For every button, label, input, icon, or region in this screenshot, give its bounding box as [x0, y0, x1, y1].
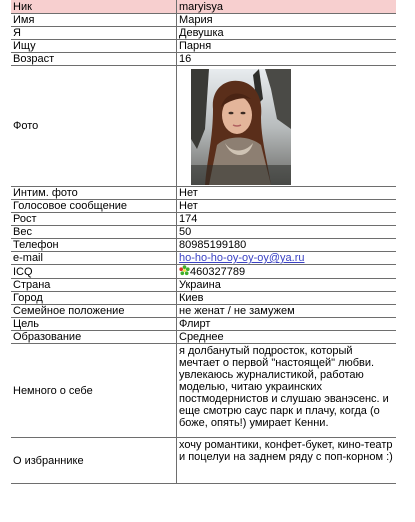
profile-photo[interactable]: [191, 69, 291, 185]
profile-row-age: [11, 53, 396, 66]
row-label: Образование: [11, 331, 177, 344]
row-label: Интим. фото: [11, 187, 177, 200]
row-value: Киев: [177, 292, 397, 305]
row-label: Семейное положение: [11, 305, 177, 318]
profile-row-nick: [11, 0, 396, 14]
row-label: Ник: [11, 0, 177, 14]
row-label: Вес: [11, 226, 177, 239]
row-label: Фото: [11, 66, 177, 187]
nick-value: maryisya: [177, 0, 397, 14]
row-label: Рост: [11, 213, 177, 226]
icq-number: 460327789: [190, 266, 246, 278]
profile-row-partner: [11, 438, 396, 484]
email-cell: [177, 252, 397, 265]
row-value: Флирт: [177, 318, 397, 331]
row-value: Среднее: [177, 331, 397, 344]
row-value: Девушка: [177, 27, 397, 40]
about-text: я долбанутый подросток, который мечтает о первой "настоящей" любви. увлекаюсь журналистикой, работаю моделью, читаю украинских постмодернистов и слушаю эванэсенс. и еще смотрю саус парк и плачу, когда (о боже, опять!) умирает Кенни.: [177, 344, 397, 438]
profile-row-email: [11, 252, 396, 265]
row-label: Телефон: [11, 239, 177, 252]
icq-flower-icon: [179, 265, 190, 276]
row-label: Ищу: [11, 40, 177, 53]
row-value: Парня: [177, 40, 397, 53]
photo-cell: [177, 66, 397, 187]
profile-row-intim-photo: [11, 187, 396, 200]
row-value: не женат / не замужем: [177, 305, 397, 318]
profile-row-goal: [11, 318, 396, 331]
row-label: Я: [11, 27, 177, 40]
profile-row-icq: [11, 265, 396, 279]
row-value: 80985199180: [177, 239, 397, 252]
row-label: ICQ: [11, 265, 177, 279]
row-label: Голосовое сообщение: [11, 200, 177, 213]
partner-text: хочу романтики, конфет-букет, кино-театр и поцелуи на заднем ряду с поп-корном :): [177, 438, 397, 484]
profile-row-height: [11, 213, 396, 226]
row-value: 174: [177, 213, 397, 226]
row-value: 50: [177, 226, 397, 239]
profile-row-city: [11, 292, 396, 305]
email-link[interactable]: ho-ho-ho-oy-oy-oy@ya.ru: [179, 252, 305, 264]
profile-row-country: [11, 279, 396, 292]
row-value: Украина: [177, 279, 397, 292]
row-label: e-mail: [11, 252, 177, 265]
profile-table: [11, 0, 396, 484]
row-value: Нет: [177, 200, 397, 213]
row-value: Мария: [177, 14, 397, 27]
row-value: 16: [177, 53, 397, 66]
row-label: Возраст: [11, 53, 177, 66]
profile-row-about: [11, 344, 396, 438]
row-label: Имя: [11, 14, 177, 27]
profile-row-education: [11, 331, 396, 344]
row-label: Город: [11, 292, 177, 305]
row-label: О избраннике: [11, 438, 177, 484]
profile-row-photo: [11, 66, 396, 187]
profile-row-seeking: [11, 40, 396, 53]
row-label: Страна: [11, 279, 177, 292]
icq-cell: [177, 265, 397, 279]
profile-row-name: [11, 14, 396, 27]
profile-row-weight: [11, 226, 396, 239]
profile-row-gender: [11, 27, 396, 40]
row-label: Немного о себе: [11, 344, 177, 438]
row-value: Нет: [177, 187, 397, 200]
row-label: Цель: [11, 318, 177, 331]
profile-row-voice: [11, 200, 396, 213]
profile-row-phone: [11, 239, 396, 252]
profile-row-marital: [11, 305, 396, 318]
